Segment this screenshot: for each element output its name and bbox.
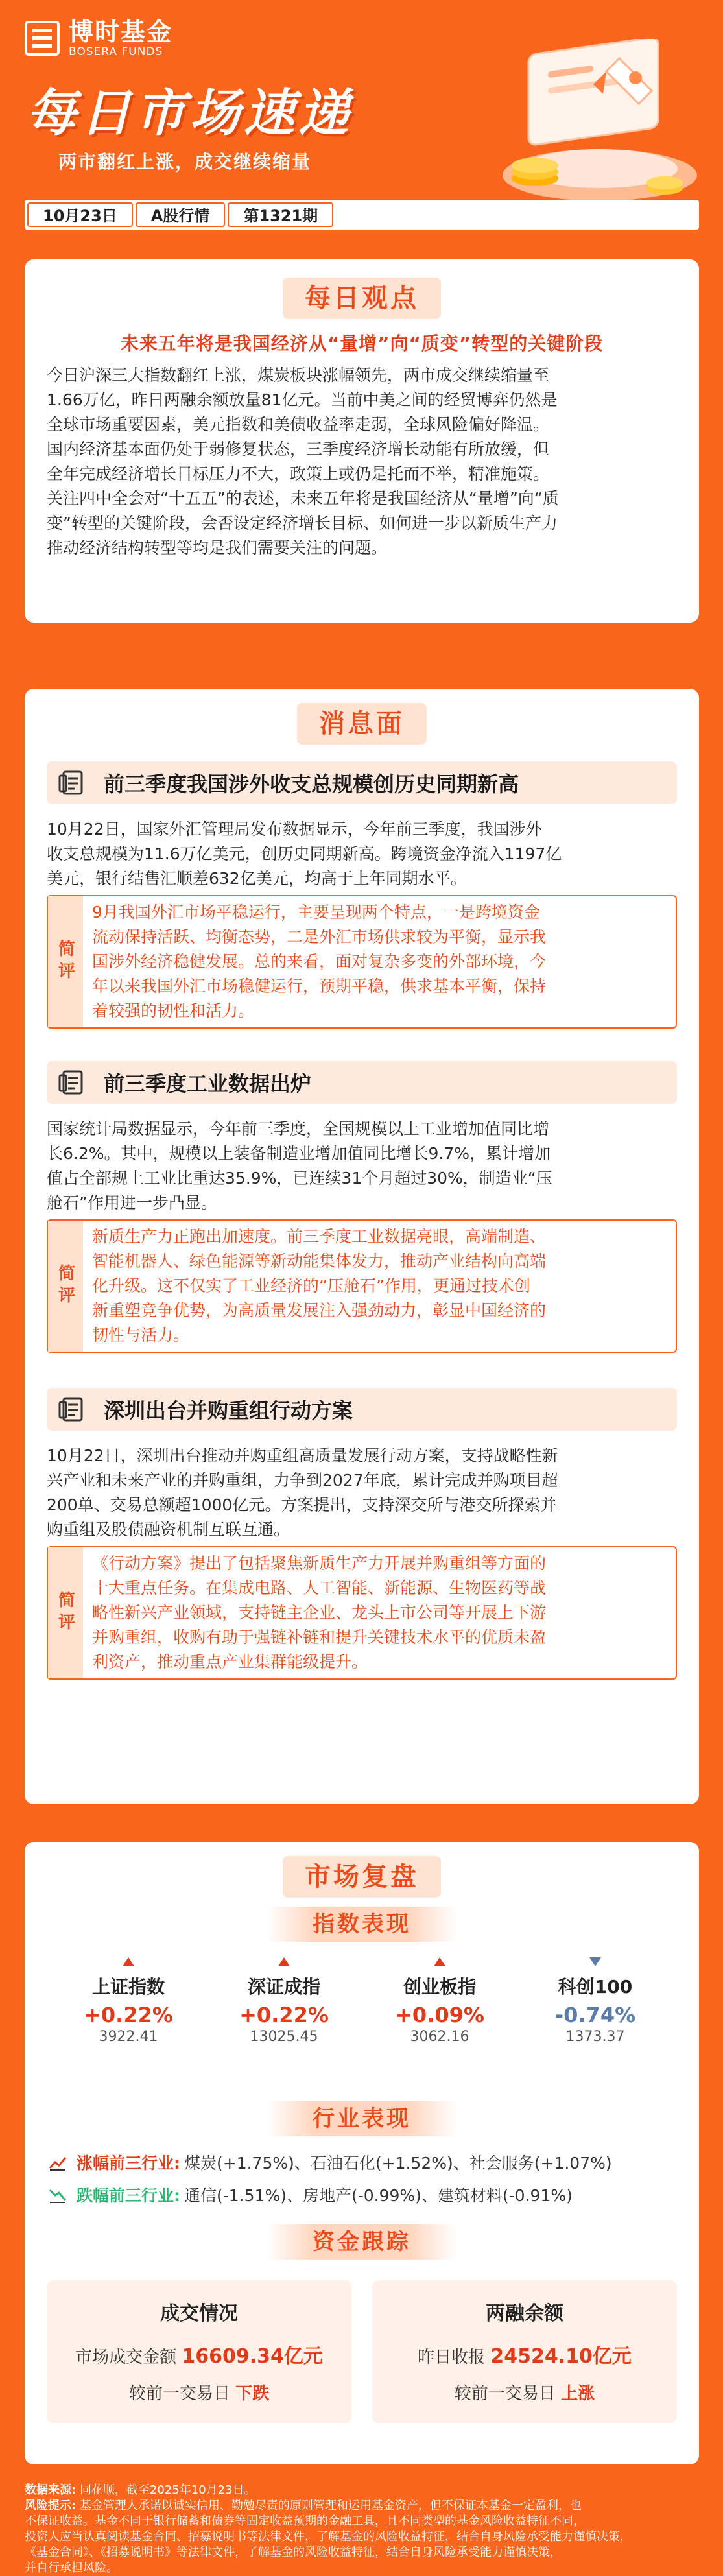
page-title: 每日市场速递 — [26, 84, 353, 143]
news-card — [25, 689, 699, 1804]
up-arrow-icon — [278, 1957, 290, 1966]
issue-category: A股行情 — [136, 202, 226, 227]
rocket-coins-illustration — [457, 39, 704, 221]
news-item-body: 国家统计局数据显示，今年前三季度，全国规模以上工业增加值同比增 长6.2%。其中，规模以上装备制造业增加值同比增长9.7%，累计增加 值占全部规上工业比重达35.9%，已连续31个月超过30%，制造业“压 舱石”作用进一步凸显。 — [47, 1119, 552, 1212]
down-arrow-icon — [589, 1957, 601, 1966]
comment-tag: 简评 — [48, 896, 83, 1027]
news-item-title: 前三季度我国涉外收支总规模创历史同期新高 — [104, 772, 519, 796]
news-item-title: 前三季度工业数据出炉 — [104, 1071, 312, 1096]
index-item: 深证成指 +0.22% 13025.45 — [219, 1957, 349, 2045]
disclaimer-footer: 数据来源: 同花顺，截至2025年10月23日。 风险提示: 基金管理人承诺以诚实信用、勤勉尽责的原则管理和运用基金资产，但不保证本基金一定盈利，也 不保证收益。基金不同于银行储蓄和债券等固定收益预期的金融工具，且不同类型的基金风险收益特征不同， 投资人应当认真阅读基金合同、招募说明书等法律文件，了解基金的风险收益特征，结合自身风险承受能力谨慎决策， 《基金合同》、《招募说明书》等法律文件，了解基金的风险收益特征，结合自身风险承受能力谨慎决策， 并自行承担风险。 — [25, 2483, 632, 2575]
margin-balance-box: 两融余额 昨日收报 24524.10亿元 较前一交易日 上涨 — [372, 2280, 677, 2423]
news-item-header — [47, 761, 677, 804]
industry-section-title: 行业表现 — [267, 2101, 456, 2136]
brand-name-en: BOSERA FUNDS — [69, 45, 163, 58]
brand-logo — [25, 18, 172, 58]
daily-view-card — [25, 259, 699, 623]
up-arrow-icon — [434, 1957, 445, 1966]
news-document-icon — [58, 768, 88, 798]
fund-section-title: 资金跟踪 — [267, 2224, 456, 2260]
trend-up-icon — [48, 2153, 67, 2172]
comment-tag: 简评 — [48, 1221, 83, 1352]
news-section-title: 消息面 — [297, 703, 427, 745]
turnover-box: 成交情况 市场成交金额 16609.34亿元 较前一交易日 下跌 — [47, 2280, 351, 2423]
news-item-header — [47, 1388, 677, 1431]
daily-view-headline: 未来五年将是我国经济从“量增”向“质变”转型的关键阶段 — [120, 333, 604, 354]
news-item-title: 深圳出台并购重组行动方案 — [104, 1398, 353, 1423]
news-item-header — [47, 1061, 677, 1104]
issue-info-bar — [25, 200, 699, 230]
comment-tag: 简评 — [48, 1547, 83, 1678]
brand-name-cn: 博时基金 — [69, 18, 173, 46]
bosera-logo-icon — [25, 21, 60, 56]
issue-date: 10月23日 — [27, 202, 133, 227]
news-item-comment: 简评 9月我国外汇市场平稳运行，主要呈现两个特点，一是跨境资金 流动保持活跃、均衡态势，二是外汇市场供求较为平衡，显示我 国涉外经济稳健发展。总的来看，面对复杂多变的外部环境，今 年以来我国外汇市场稳健运行，预期平稳，供求基本平衡，保持 着较强的韧性和活力。 — [47, 895, 677, 1029]
index-section-title: 指数表现 — [267, 1907, 456, 1942]
industry-up-row: 涨幅前三行业: 煤炭(+1.75%)、石油石化(+1.52%)、社会服务(+1.07%) — [48, 2151, 676, 2174]
index-item: 创业板指 +0.09% 3062.16 — [375, 1957, 504, 2045]
industry-down-row: 跌幅前三行业: 通信(-1.51%)、房地产(-0.99%)、建筑材料(-0.91%) — [48, 2183, 676, 2206]
market-section-title: 市场复盘 — [283, 1856, 441, 1898]
news-item-comment: 简评 《行动方案》提出了包括聚焦新质生产力开展并购重组等方面的 十大重点任务。在集成电路、人工智能、新能源、生物医药等战 略性新兴产业领域，支持链主企业、龙头上市公司等开展上下游 并购重组，收购有助于强链补链和提升关键技术水平的优质未盈 利资产，推动重点产业集群能级提升。 — [47, 1546, 677, 1680]
issue-number: 第1321期 — [228, 202, 333, 227]
up-arrow-icon — [123, 1957, 134, 1966]
news-item-body: 10月22日，深圳出台推动并购重组高质量发展行动方案，支持战略性新 兴产业和未来产业的并购重组，力争到2027年底，累计完成并购项目超 200单、交易总额超1000亿元。方案提出，支持深交所与港交所探索并 购重组及股债融资机制互联互通。 — [47, 1446, 558, 1539]
news-document-icon — [58, 1394, 88, 1424]
news-item-body: 10月22日，国家外汇管理局发布数据显示，今年前三季度，我国涉外 收支总规模为11.6万亿美元，创历史同期新高。跨境资金净流入1197亿 美元，银行结售汇顺差632亿美元，均高于上年同期水平。 — [47, 820, 562, 888]
trend-down-icon — [48, 2185, 67, 2204]
page-subtitle: 两市翻红上涨，成交继续缩量 — [58, 151, 312, 173]
news-document-icon — [58, 1067, 88, 1097]
news-item-comment: 简评 新质生产力正跑出加速度。前三季度工业数据亮眼，高端制造、 智能机器人、绿色能源等新动能集体发力，推动产业结构向高端 化升级。这不仅实了工业经济的“压舱石”作用，更通过技术创 新重塑竞争优势，为高质量发展注入强劲动力，彰显中国经济的 韧性与活力。 — [47, 1219, 677, 1353]
header — [0, 0, 723, 246]
index-item: 科创100 -0.74% 1373.37 — [530, 1957, 660, 2045]
market-card — [25, 1842, 699, 2464]
index-list — [64, 1957, 660, 2045]
index-item: 上证指数 +0.22% 3922.41 — [64, 1957, 193, 2045]
daily-view-body: 今日沪深三大指数翻红上涨，煤炭板块涨幅领先，两市成交继续缩量至 1.66万亿，昨日两融余额放量81亿元。当前中美之间的经贸博弈仍然是 全球市场重要因素，美元指数和美债收益率走弱，全球风险偏好降温。 国内经济基本面仍处于弱修复状态，三季度经济增长动能有所放缓，但 全年完成经济增长目标压力不大，政策上或仍是托而不举，精准施策。 关注四中全会对“十五五”的表述，未来五年将是我国经济从“量增”向“质 变”转型的关键阶段，会否设定经济增长目标、如何进一步以新质生产力 推动经济结构转型等均是我们需要关注的问题。 — [47, 366, 559, 557]
daily-view-title: 每日观点 — [283, 278, 441, 319]
